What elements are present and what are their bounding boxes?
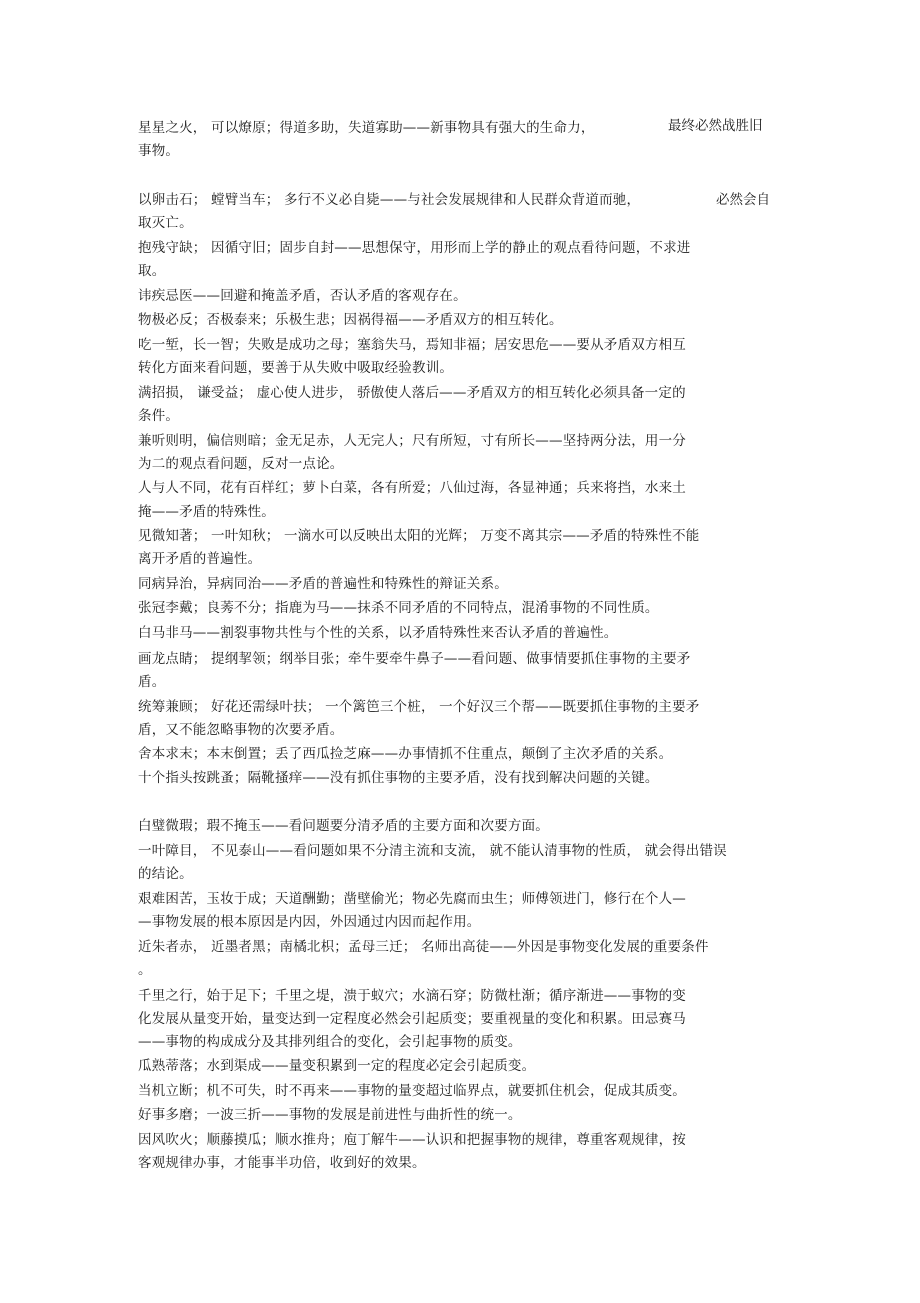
- line-fragment-right: 最终必然战胜旧: [668, 118, 763, 134]
- text-line: 当机立断；机不可失，时不再来——事物的量变超过临界点，就要抓住机会，促成其质变。: [138, 1083, 686, 1099]
- text-line: 物极必反；否极泰来；乐极生悲；因祸得福——矛盾双方的相互转化。: [138, 312, 563, 328]
- text-line: 转化方面来看问题，要善于从失败中吸取经验教训。: [138, 360, 454, 376]
- text-line: 因风吹火；顺藤摸瓜；顺水推舟；庖丁解牛——认识和把握事物的规律，尊重客观规律，按: [138, 1132, 686, 1148]
- text-line: 抱残守缺； 因循守旧；固步自封——思想保守，用形而上学的静止的观点看待问题，不求进: [138, 240, 691, 256]
- text-line: 客观规律办事，才能事半功倍，收到好的效果。: [138, 1155, 426, 1171]
- text-line: 盾，又不能忽略事物的次要矛盾。: [138, 722, 344, 738]
- text-line: 取灭亡。: [138, 215, 193, 231]
- text-line: 星星之火， 可以燎原；得道多助，失道寡助——新事物具有强大的生命力，: [138, 120, 595, 136]
- text-line: 千里之行，始于足下；千里之堤，溃于蚁穴；水滴石穿；防微杜渐；循序渐进——事物的变: [138, 988, 686, 1004]
- text-line: 白马非马——割裂事物共性与个性的关系，以矛盾特殊性来否认矛盾的普遍性。: [138, 625, 618, 641]
- text-line: 取。: [138, 263, 166, 279]
- text-line: 好事多磨；一波三折——事物的发展是前进性与曲折性的统一。: [138, 1107, 522, 1123]
- text-line: 吃一堑，长一智；失败是成功之母；塞翁失马，焉知非福；居安思危——要从矛盾双方相互: [138, 337, 686, 353]
- text-line: 条件。: [138, 408, 180, 424]
- text-line: 为二的观点看问题，反对一点论。: [138, 456, 344, 472]
- text-line: 离开矛盾的普遍性。: [138, 551, 262, 567]
- text-line: 以卵击石； 螳臂当车； 多行不义必自毙——与社会发展规律和人民群众背道而驰，: [138, 192, 641, 208]
- text-line: 兼听则明，偏信则暗；金无足赤，人无完人；尺有所短，寸有所长——坚持两分法，用一分: [138, 433, 686, 449]
- text-line: 。: [138, 962, 152, 978]
- text-line: 十个指头按跳蚤；隔靴搔痒——没有抓住事物的主要矛盾，没有找到解决问题的关键。: [138, 770, 659, 786]
- text-line: 化发展从量变开始，量变达到一定程度必然会引起质变；要重视量的变化和积累。田忌赛马: [138, 1011, 686, 1027]
- text-line: 瓜熟蒂落；水到渠成——量变积累到一定的程度必定会引起质变。: [138, 1058, 536, 1074]
- text-line: 张冠李戴；良莠不分；指鹿为马——抹杀不同矛盾的不同特点，混淆事物的不同性质。: [138, 600, 659, 616]
- text-line: 艰难困苦，玉妆于成；天道酬勤；凿壁偷光；物必先腐而虫生；师傅领进门，修行在个人—: [138, 891, 686, 907]
- text-line: 满招损， 谦受益； 虚心使人进步， 骄傲使人落后——矛盾双方的相互转化必须具备一定的: [138, 385, 686, 401]
- text-line: 掩——矛盾的特殊性。: [138, 504, 275, 520]
- text-line: 同病异治，异病同治——矛盾的普遍性和特殊性的辩证关系。: [138, 576, 508, 592]
- text-line: 事物。: [138, 143, 180, 159]
- text-line: 画龙点睛； 提纲挈领；纲举目张；牵牛要牵牛鼻子——看问题、做事情要抓住事物的主要矛: [138, 651, 691, 667]
- text-line: 统筹兼顾； 好花还需绿叶扶； 一个篱笆三个桩， 一个好汉三个帮——既要抓住事物的主要矛: [138, 699, 700, 715]
- text-line: —事物发展的根本原因是内因，外因通过内因而起作用。: [138, 914, 481, 930]
- text-line: 的结论。: [138, 866, 193, 882]
- text-line: 盾。: [138, 674, 166, 690]
- text-line: 舍本求末；本末倒置；丢了西瓜捡芝麻——办事情抓不住重点，颠倒了主次矛盾的关系。: [138, 746, 673, 762]
- text-line: 讳疾忌医——回避和掩盖矛盾，否认矛盾的客观存在。: [138, 288, 467, 304]
- line-fragment-right: 必然会自: [716, 192, 770, 208]
- text-line: 一叶障目， 不见泰山——看问题如果不分清主流和支流， 就不能认清事物的性质， 就会得出错误: [138, 843, 727, 859]
- text-line: 见微知著； 一叶知秋； 一滴水可以反映出太阳的光辉； 万变不离其宗——矛盾的特殊性不能: [138, 528, 700, 544]
- text-line: ——事物的构成成分及其排列组合的变化，会引起事物的质变。: [138, 1034, 522, 1050]
- text-line: 人与人不同，花有百样红；萝卜白菜，各有所爱；八仙过海，各显神通；兵来将挡，水来土: [138, 480, 686, 496]
- text-line: 近朱者赤， 近墨者黑；南橘北枳；孟母三迁； 名师出高徒——外因是事物变化发展的重要条件: [138, 939, 709, 955]
- text-line: 白璧微瑕；瑕不掩玉——看问题要分清矛盾的主要方面和次要方面。: [138, 818, 549, 834]
